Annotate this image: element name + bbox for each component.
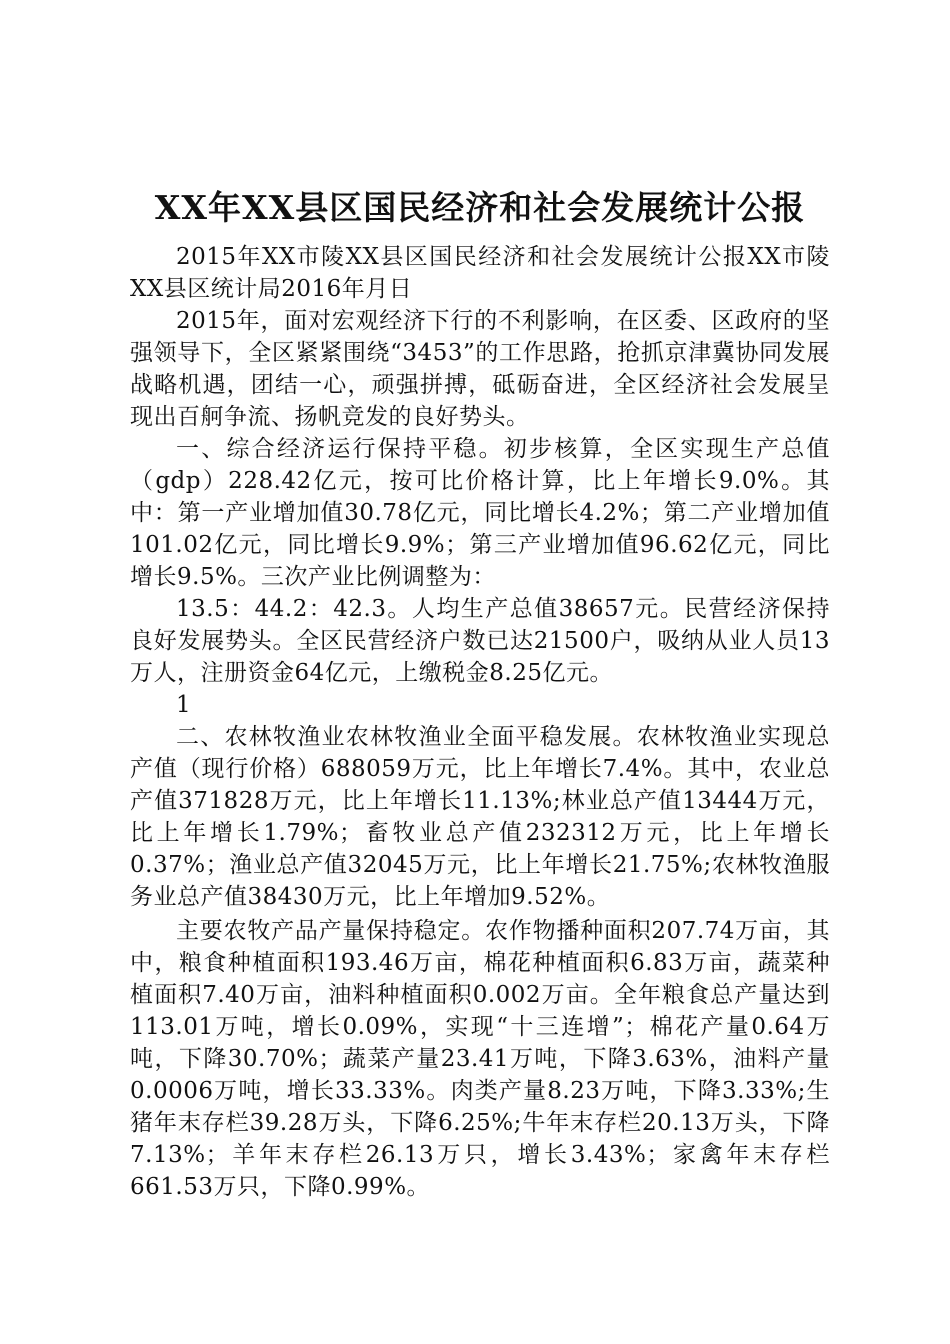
paragraph-intro: 2015年，面对宏观经济下行的不利影响，在区委、区政府的坚强领导下，全区紧紧围绕“3453”的工作思路，抢抓京津冀协同发展战略机遇，团结一心，顽强拼搏，砥砺奋进，全区经济社会发展呈现出百舸争流、扬帆竞发的良好势头。 <box>130 308 830 430</box>
paragraph-economy: 一、综合经济运行保持平稳。初步核算，全区实现生产总值（gdp）228.42亿元，按可比价格计算，比上年增长9.0%。其中：第一产业增加值30.78亿元，同比增长4.2%；第二产业增加值101.02亿元，同比增长9.9%；第三产业增加值96.62亿元，同比增长9.5%。三次产业比例调整为： <box>130 436 830 590</box>
document-page <box>130 185 830 1203</box>
document-title: XX年XX县区国民经济和社会发展统计公报 <box>154 188 806 227</box>
paragraph-private-economy: 13.5：44.2：42.3。人均生产总值38657元。民营经济保持良好发展势头。全区民营经济户数已达21500户，吸纳从业人员13万人，注册资金64亿元，上缴税金8.25亿元。 <box>130 596 830 686</box>
paragraph-header: 2015年XX市陵XX县区国民经济和社会发展统计公报XX市陵XX县区统计局2016年月日 <box>130 244 830 302</box>
page-number: 1 <box>176 692 191 718</box>
paragraph-agriculture: 二、农林牧渔业农林牧渔业全面平稳发展。农林牧渔业实现总产值（现行价格）688059万元，比上年增长7.4%。其中，农业总产值371828万元，比上年增长11.13%;林业总产值13444万元，比上年增长1.79%；畜牧业总产值232312万元，比上年增长0.37%；渔业总产值32045万元，比上年增长21.75%;农林牧渔服务业总产值38430万元，比上年增加9.52%。 <box>130 724 830 910</box>
paragraph-agri-products: 主要农牧产品产量保持稳定。农作物播种面积207.74万亩，其中，粮食种植面积193.46万亩，棉花种植面积6.83万亩，蔬菜种植面积7.40万亩，油料种植面积0.002万亩。全年粮食总产量达到113.01万吨，增长0.09%，实现“十三连增”；棉花产量0.64万吨，下降30.70%；蔬菜产量23.41万吨，下降3.63%，油料产量0.0006万吨，增长33.33%。肉类产量8.23万吨，下降3.33%;生猪年末存栏39.28万头，下降6.25%;牛年末存栏20.13万头，下降7.13%；羊年末存栏26.13万只，增长3.43%；家禽年末存栏661.53万只，下降0.99%。 <box>130 918 830 1200</box>
